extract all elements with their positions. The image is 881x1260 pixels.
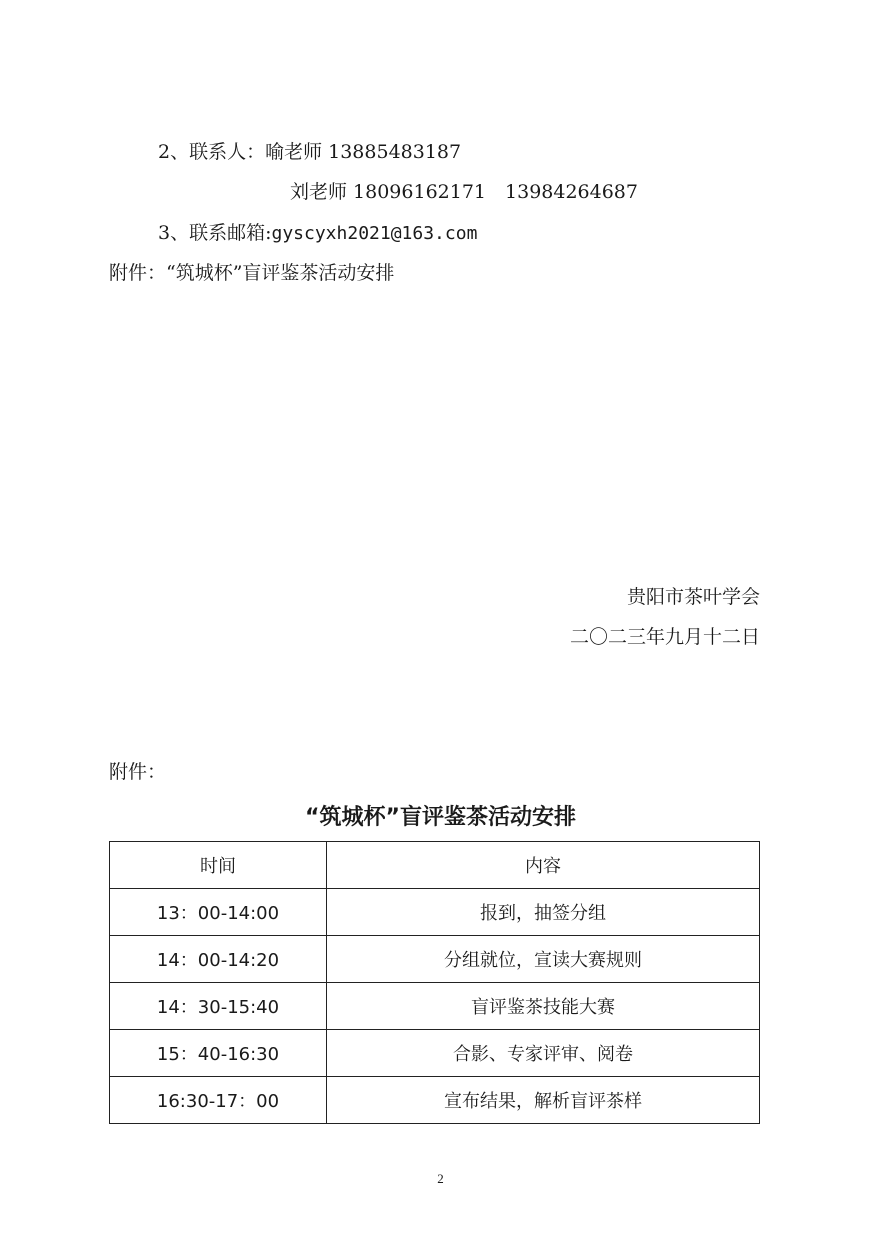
row-content: 合影、专家评审、阅卷	[327, 1030, 760, 1077]
row-content: 分组就位，宣读大赛规则	[327, 936, 760, 983]
row-content: 报到，抽签分组	[327, 889, 760, 936]
attachment-reference: 附件：“筑城杯”盲评鉴茶活动安排	[109, 262, 395, 284]
signature-org: 贵阳市茶叶学会	[626, 586, 760, 608]
table-row	[110, 1077, 760, 1124]
row-content: 宣布结果，解析盲评茶样	[327, 1077, 760, 1124]
signature-date: 二〇二三年九月十二日	[569, 626, 760, 648]
email-line	[158, 221, 477, 246]
row-time: 15：40-16:30	[110, 1030, 327, 1077]
table-header-row	[110, 842, 760, 889]
contact-liu: 刘老师 18096162171 13984264687	[290, 181, 638, 203]
table-row	[110, 983, 760, 1030]
row-content: 盲评鉴茶技能大赛	[327, 983, 760, 1030]
email-address: gyscyxh2021@163.com	[271, 223, 478, 244]
schedule-table	[109, 841, 760, 1124]
email-label: 3、联系邮箱:	[158, 222, 272, 244]
header-content: 内容	[327, 842, 760, 889]
contact-line-1	[158, 140, 461, 164]
contact-yu: 喻老师 13885483187	[265, 141, 462, 163]
appendix-title: “筑城杯”盲评鉴茶活动安排	[305, 805, 576, 830]
table-row	[110, 1030, 760, 1077]
table-row	[110, 936, 760, 983]
appendix-label: 附件：	[109, 761, 167, 783]
row-time: 14：00-14:20	[110, 936, 327, 983]
contact-label: 2、联系人：	[158, 141, 266, 163]
table-row	[110, 889, 760, 936]
row-time: 13：00-14:00	[110, 889, 327, 936]
row-time: 16:30-17：00	[110, 1077, 327, 1124]
page-number: 2	[437, 1171, 444, 1186]
header-time: 时间	[110, 842, 327, 889]
row-time: 14：30-15:40	[110, 983, 327, 1030]
